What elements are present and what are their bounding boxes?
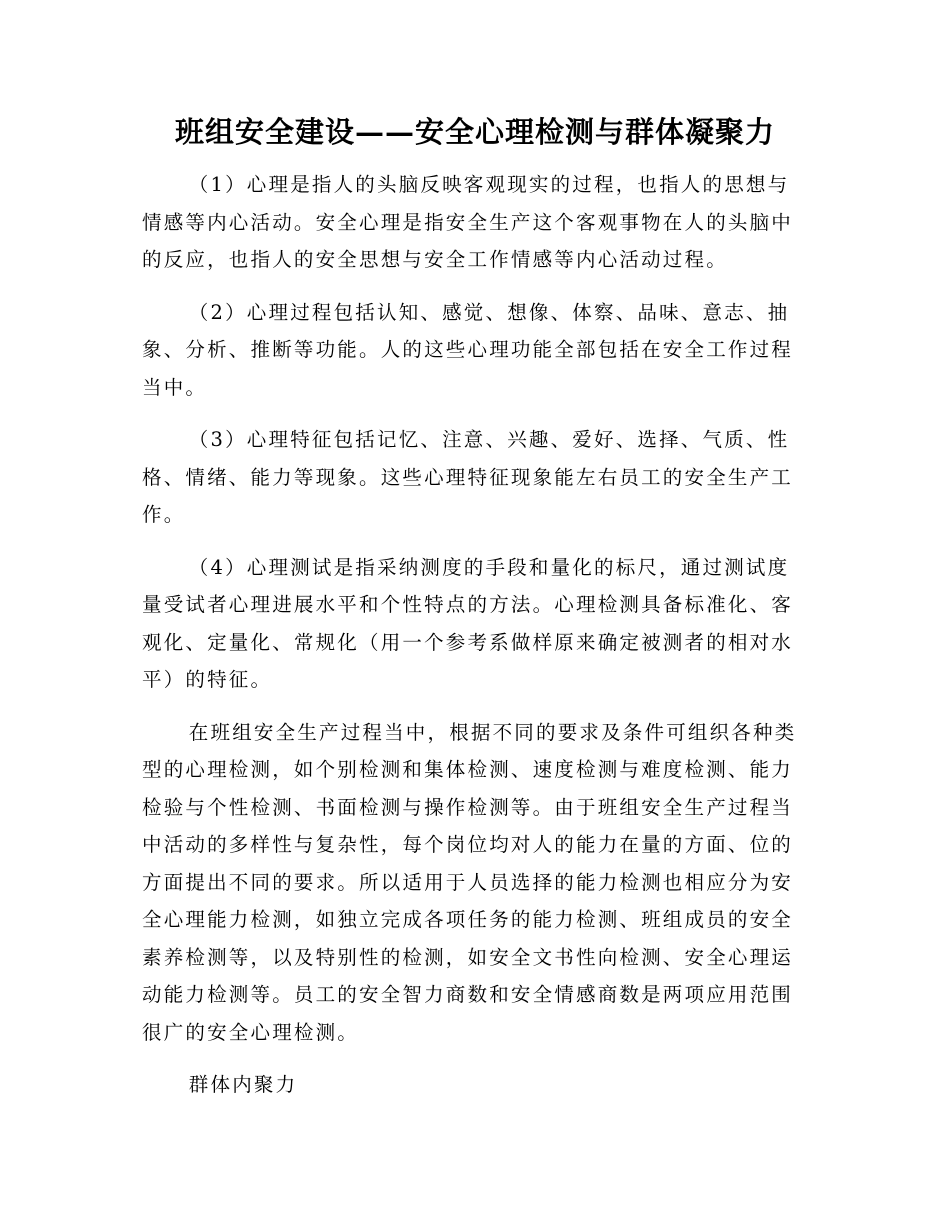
document-title: 班组安全建设——安全心理检测与群体凝聚力: [174, 115, 775, 149]
paragraph-psychological-process: （2）心理过程包括认知、感觉、想像、体察、品味、意志、抽象、分析、推断等功能。人的这些心理功能全部包括在安全工作过程当中。: [142, 300, 794, 399]
paragraph-psychological-traits: （3）心理特征包括记忆、注意、兴趣、爱好、选择、气质、性格、情绪、能力等现象。这些心理特征现象能左右员工的安全生产工作。: [142, 428, 794, 526]
section-heading-group-cohesion: 群体内聚力: [188, 1073, 298, 1096]
paragraph-psychological-testing: （4）心理测试是指采纳测度的手段和量化的标尺，通过测试度量受试者心理进展水平和个性特点的方法。心理检测具备标准化、客观化、定量化、常规化（用一个参考系做样原来确定被测者的相对水平）的特征。: [142, 555, 794, 691]
paragraph-team-testing: 在班组安全生产过程当中，根据不同的要求及条件可组织各种类型的心理检测，如个别检测和集体检测、速度检测与难度检测、能力检验与个性检测、书面检测与操作检测等。由于班组安全生产过程当中活动的多样性与复杂性，每个岗位均对人的能力在量的方面、位的方面提出不同的要求。所以适用于人员选择的能力检测也相应分为安全心理能力检测，如独立完成各项任务的能力检测、班组成员的安全素养检测等，以及特别性的检测，如安全文书性向检测、安全心理运动能力检测等。员工的安全智力商数和安全情感商数是两项应用范围很广的安全心理检测。: [142, 720, 797, 1044]
paragraph-psychology-definition: （1）心理是指人的头脑反映客观现实的过程，也指人的思想与情感等内心活动。安全心理是指安全生产这个客观事物在人的头脑中的反应，也指人的安全思想与安全工作情感等内心活动过程。: [142, 173, 794, 271]
document-body: [142, 166, 806, 1119]
